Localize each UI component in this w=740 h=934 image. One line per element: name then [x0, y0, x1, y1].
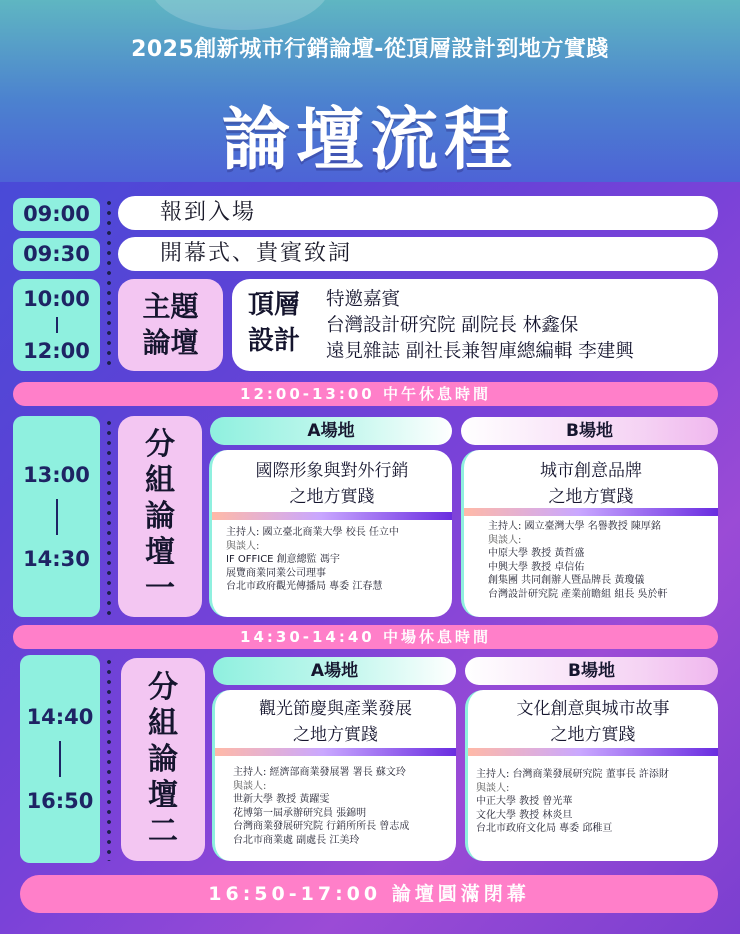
panelist: 創集團 共同創辦人暨品牌長 黃瓊儀: [488, 575, 645, 587]
section-keynote-line1: 主題: [142, 290, 199, 323]
speaker-line: 遠見雜誌 副社長兼智庫總編輯 李建興: [326, 341, 634, 362]
keynote-speakers: [326, 287, 634, 365]
time-keynote: [13, 279, 100, 371]
time-dash: [59, 741, 61, 777]
keynote-topic-line1: 頂層: [248, 290, 301, 320]
panelist: 中正大學 教授 曾光華: [476, 796, 573, 808]
time-end: 12:00: [23, 339, 90, 363]
section-breakout2: [121, 658, 205, 861]
session-title-line1: 觀光節慶與產業發展: [259, 699, 412, 719]
page-title: 論壇流程: [221, 101, 518, 180]
panelist: 展覽商業同業公司理事: [226, 567, 326, 579]
time-end: 16:50: [26, 789, 94, 813]
panelist: 中原大學 教授 黃哲盛: [488, 548, 585, 560]
gradient-divider: [464, 508, 718, 516]
session-title-line2: 之地方實踐: [548, 487, 634, 507]
venue-a-label: A場地: [213, 657, 456, 685]
panelist: IF OFFICE 創意總監 馮宇: [226, 554, 340, 566]
keynote-topic-line2: 設計: [248, 326, 301, 356]
time-breakout1: [13, 416, 100, 617]
panelist: 中興大學 教授 卓信佑: [488, 561, 585, 573]
panelist: 世新大學 教授 黃躍雯: [233, 794, 330, 806]
speaker-line: 特邀嘉賓: [326, 289, 401, 310]
venue-b-label: B場地: [465, 657, 718, 685]
session-title-line1: 城市創意品牌: [540, 461, 642, 481]
time-dash: [56, 499, 58, 535]
session-card-b: [465, 690, 718, 861]
venue-b-label: B場地: [461, 417, 718, 445]
host-line: 主持人: 國立臺灣大學 名譽教授 陳厚銘: [488, 521, 661, 532]
forum-subtitle: 2025創新城市行銷論壇-從頂層設計到地方實踐: [131, 37, 609, 62]
time-checkin: 09:00: [13, 198, 100, 231]
section-char: 一: [145, 570, 175, 606]
section-char: 論: [145, 498, 175, 534]
session-card-a: [209, 450, 452, 617]
host-line: 主持人: 經濟部商業發展署 署長 蘇文玲: [233, 767, 406, 778]
gradient-divider: [212, 512, 452, 520]
decorative-shape: [150, 0, 330, 30]
keynote-topic: [248, 287, 300, 359]
section-keynote-line2: 論壇: [142, 326, 199, 359]
host-line: 主持人: 台灣商業發展研究院 董事長 許添財: [476, 769, 669, 780]
section-breakout1: [118, 416, 202, 617]
dotted-divider: [107, 418, 111, 616]
speaker-line: 台灣設計研究院 副院長 林鑫保: [326, 315, 579, 336]
section-char: 組: [145, 462, 175, 498]
session-title-line1: 文化創意與城市故事: [516, 699, 670, 719]
session-title-line1: 國際形象與對外行銷: [255, 461, 409, 481]
keynote-card: [232, 279, 718, 371]
panelist: 台北市政府文化局 專委 邱稚亘: [476, 823, 613, 835]
panel-label: 與談人:: [226, 540, 260, 552]
closing-bar: 16:50-17:00 論壇圓滿閉幕: [20, 875, 718, 913]
dotted-divider: [107, 198, 111, 370]
section-char: 組: [148, 705, 178, 741]
section-char: 壇: [145, 534, 175, 570]
time-start: 10:00: [23, 287, 90, 311]
section-char: 分: [145, 426, 175, 462]
session-title: [464, 458, 718, 510]
time-start: 13:00: [23, 462, 90, 487]
session-title-line2: 之地方實踐: [550, 725, 636, 745]
session-people: [488, 520, 668, 602]
panelist: 花博第一屆承辦研究員 張錦明: [233, 807, 367, 819]
panelist: 台北市政府觀光傳播局 專委 江春慧: [226, 581, 383, 593]
session-title: [212, 458, 452, 510]
gradient-divider: [215, 748, 456, 756]
panel-label: 與談人:: [488, 534, 522, 546]
checkin-label: 報到入場: [118, 196, 718, 230]
panelist: 文化大學 教授 林炎旦: [476, 809, 573, 821]
opening-label: 開幕式、貴賓致詞: [118, 237, 718, 271]
venue-a-label: A場地: [210, 417, 452, 445]
session-title: [215, 696, 456, 748]
time-breakout2: [20, 655, 100, 863]
time-start: 14:40: [26, 705, 94, 729]
session-title-line2: 之地方實踐: [289, 487, 375, 507]
header-banner: [0, 0, 740, 182]
panelist: 台灣商業發展研究院 行銷所所長 曾志成: [233, 821, 410, 833]
session-card-a: [212, 690, 456, 861]
time-opening: 09:30: [13, 238, 100, 271]
panelist: 台北市商業處 副處長 江美玲: [233, 834, 360, 846]
session-title-line2: 之地方實踐: [293, 725, 378, 745]
section-char: 論: [148, 741, 178, 777]
section-char: 壇: [148, 777, 178, 813]
section-keynote: [118, 279, 223, 371]
dotted-divider: [107, 657, 111, 861]
panelist: 台灣設計研究院 產業前瞻組 組長 吳於軒: [488, 588, 668, 600]
session-card-b: [461, 450, 718, 617]
mid-break-bar: 14:30-14:40 中場休息時間: [13, 625, 718, 649]
panel-label: 與談人:: [233, 780, 267, 792]
host-line: 主持人: 國立臺北商業大學 校長 任立中: [226, 527, 399, 538]
gradient-divider: [468, 748, 718, 756]
time-end: 14:30: [23, 546, 90, 571]
section-char: 分: [148, 669, 178, 705]
section-char: 二: [148, 813, 178, 849]
lunch-break-bar: 12:00-13:00 中午休息時間: [13, 382, 718, 406]
session-people: [226, 526, 399, 594]
time-dash: [56, 317, 58, 333]
session-title: [468, 696, 718, 748]
panel-label: 與談人:: [476, 782, 510, 794]
session-people: [476, 768, 669, 836]
session-people: [233, 766, 409, 848]
